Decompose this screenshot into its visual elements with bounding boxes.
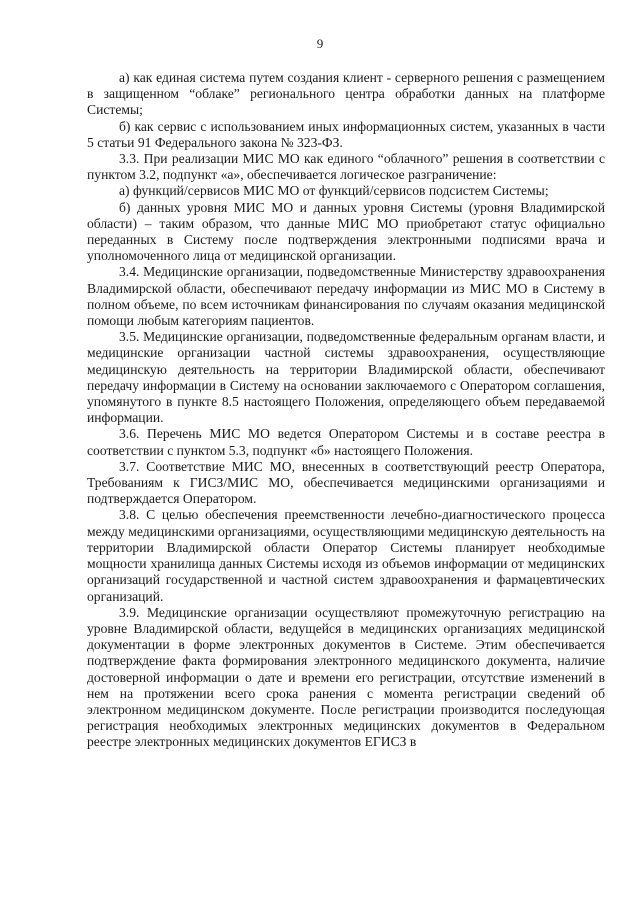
paragraph-3-3: 3.3. При реализации МИС МО как единого “облачного” решения в соответствии с пунктом 3.2, подпункт «а», обеспечивается логическое разграничение:: [87, 151, 605, 183]
paragraph-3-5: 3.5. Медицинские организации, подведомственные федеральным органам власти, и медицинские организации частной системы здравоохранения, осуществляющие медицинскую деятельность на территории Владимирской области, обеспечивают передачу информации в Систему на основании заключаемого с Оператором соглашения, упомянутого в пункте 8.5 настоящего Положения, определяющего объем передаваемой информации.: [87, 329, 605, 426]
paragraph-3-3-a: а) функций/сервисов МИС МО от функций/сервисов подсистем Системы;: [119, 183, 549, 199]
paragraph-3-3-b: б) данных уровня МИС МО и данных уровня Системы (уровня Владимирской области) – таким образом, что данные МИС МО приобретают статус официально переданных в Систему после подтверждения электронными подписями врача и уполномоченного лица от медицинской организации.: [87, 199, 605, 264]
paragraph-3-4: 3.4. Медицинские организации, подведомственные Министерству здравоохранения Владимирской области, обеспечивают передачу информации из МИС МО в Систему в полном объеме, по всем источникам финансирования по случаям оказания медицинской помощи любым категориям пациентов.: [87, 264, 605, 329]
paragraph-3-8: 3.8. С целью обеспечения преемственности лечебно-диагностического процесса между медицинскими организациями, осуществляющими медицинскую деятельность на территории Владимирской области Оператор Системы планирует необходимые мощности хранилища данных Системы исходя из объемов информации от медицинских организаций государственной и частной систем здравоохранения и фармацевтических организаций.: [87, 507, 605, 604]
page-number: 9: [316, 36, 324, 51]
paragraph-3-7: 3.7. Соответствие МИС МО, внесенных в соответствующий реестр Оператора, Требованиям к ГИСЗ/МИС МО, обеспечивается медицинскими организациями и подтверждается Оператором.: [87, 458, 605, 507]
document-body: [87, 70, 605, 751]
paragraph-3-2-a: а) как единая система путем создания клиент - серверного решения с размещением в защищенном “облаке” регионального центра обработки данных на платформе Системы;: [87, 70, 605, 118]
paragraph-3-6: 3.6. Перечень МИС МО ведется Оператором Системы и в составе реестра в соответствии с пунктом 5.3, подпункт «б» настоящего Положения.: [87, 426, 605, 458]
paragraph-3-9: 3.9. Медицинские организации осуществляют промежуточную регистрацию на уровне Владимирской области, ведущейся в медицинских организациях медицинской документации в форме электронных документов в Системе. Этим обеспечивается подтверждение факта формирования электронного медицинского документа, наличие достоверной информации о дате и времени его регистрации, отсутствие изменений в нем на протяжении всего срока ранения с момента регистрации сведений об электронном медицинском документе. После регистрации производится последующая регистрация необходимых электронных медицинских документов в Федеральном реестре электронных медицинских документов ЕГИСЗ в: [87, 604, 605, 750]
paragraph-3-2-b: б) как сервис с использованием иных информационных систем, указанных в части 5 статьи 91 Федерального закона № 323-ФЗ.: [87, 118, 605, 150]
